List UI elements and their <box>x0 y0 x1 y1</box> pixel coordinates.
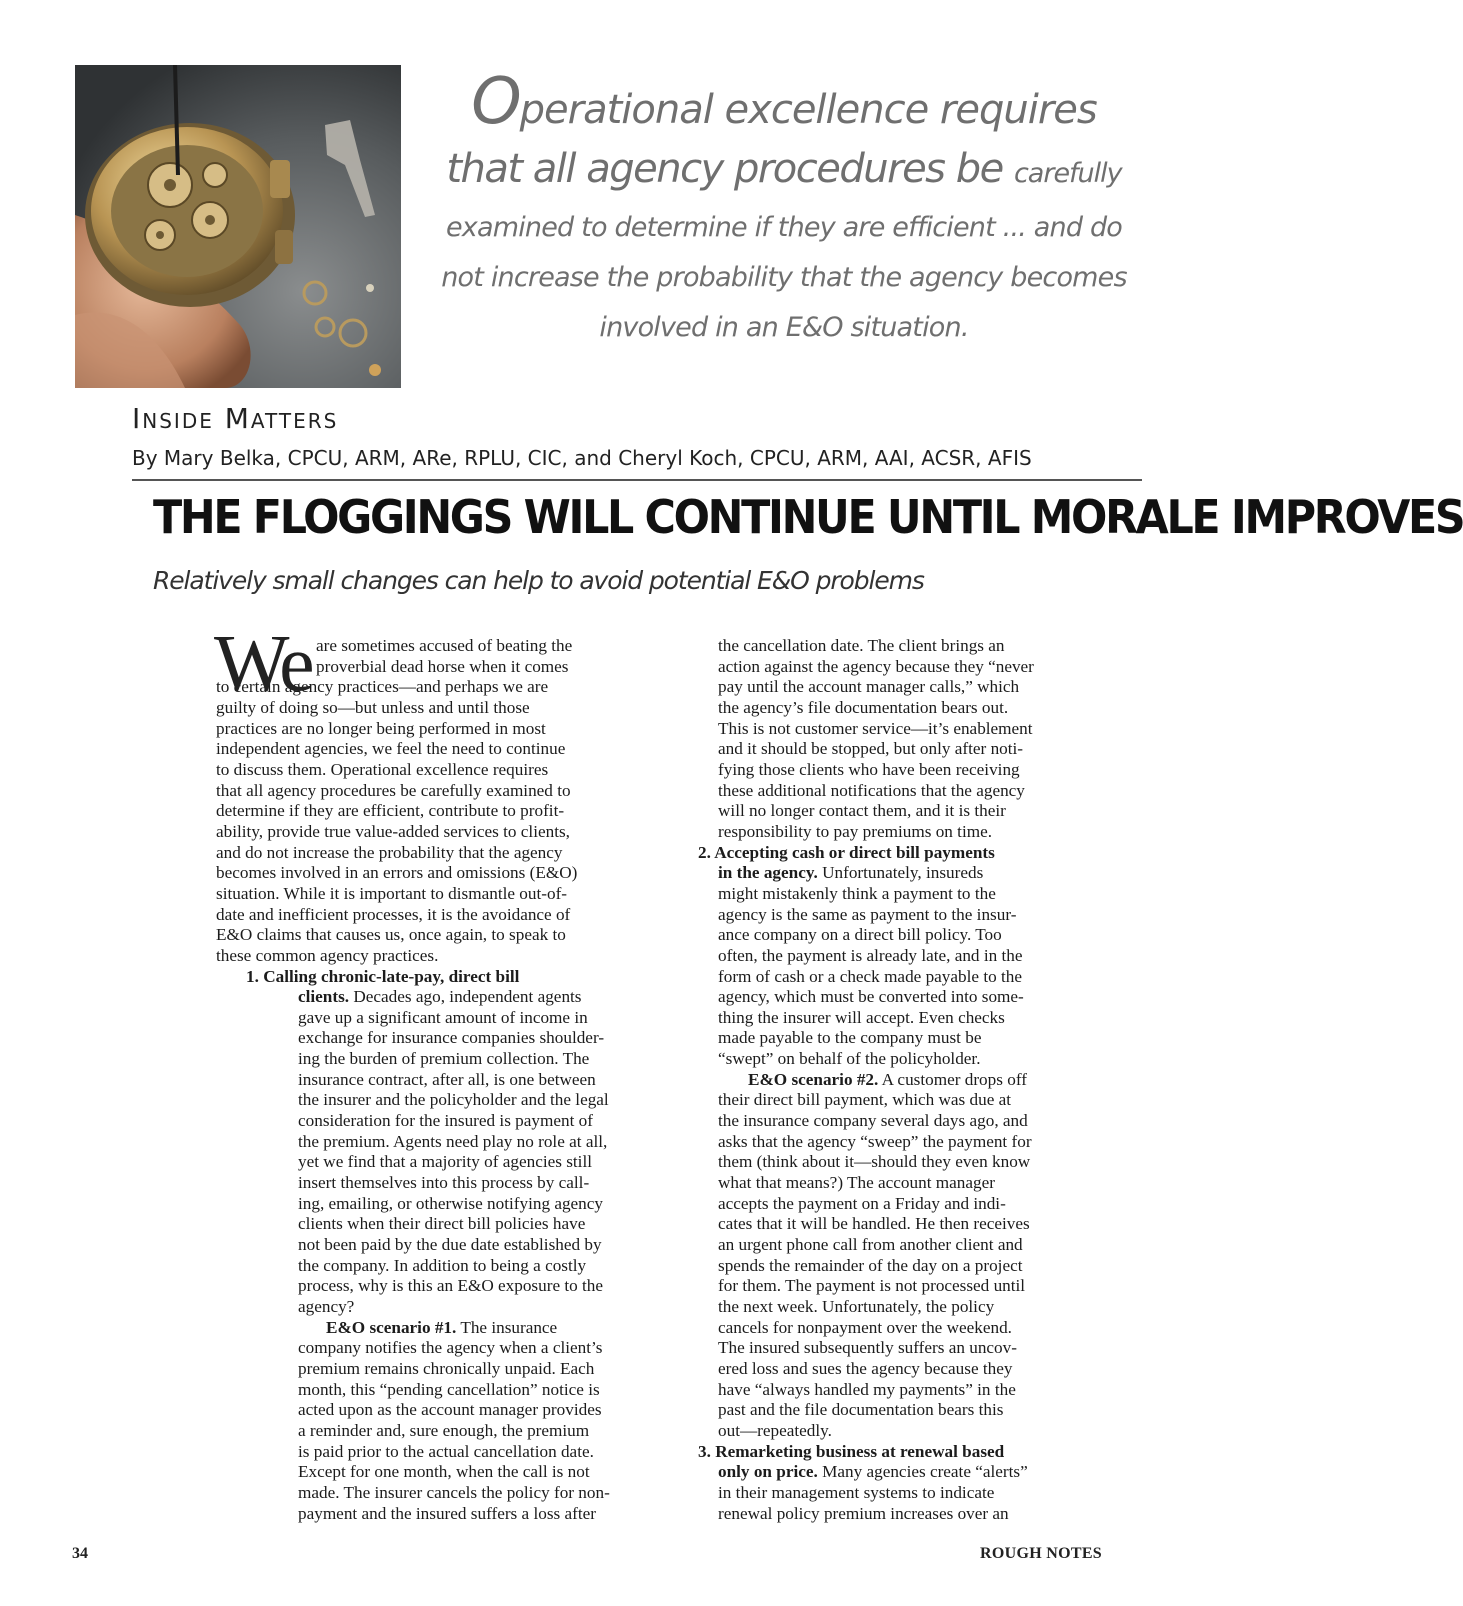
body-line: out—repeatedly. <box>718 1420 832 1440</box>
body-line: premium remains chronically unpaid. Each <box>298 1358 595 1378</box>
body-line: the insurance company several days ago, and <box>718 1111 1028 1131</box>
body-line: agency, which must be converted into some- <box>718 987 1024 1007</box>
body-line: past and the file documentation bears this <box>718 1400 1004 1420</box>
scenario-1-title: E&O scenario #1. <box>326 1317 457 1337</box>
body-line: situation. While it is important to dismantle out-of- <box>216 883 568 903</box>
body-line: is paid prior to the actual cancellation date. <box>298 1441 594 1461</box>
body-line: The insured subsequently suffers an uncov- <box>718 1338 1017 1358</box>
continued-lines <box>718 636 1138 843</box>
body-line: in their management systems to indicate <box>718 1482 995 1502</box>
body-line: to certain agency practices—and perhaps we are <box>216 677 549 697</box>
body-line: for them. The payment is not processed until <box>718 1276 1026 1296</box>
body-line: the next week. Unfortunately, the policy <box>718 1297 995 1316</box>
body-line: clients when their direct bill policies have <box>298 1214 586 1234</box>
body-line: are sometimes accused of beating the <box>316 636 573 655</box>
body-line: consideration for the insured is payment of <box>298 1111 593 1131</box>
list-item-2-first-line <box>718 863 1138 884</box>
body-line: the company. In addition to being a costly <box>298 1255 587 1275</box>
body-line: ance company on a direct bill policy. Too <box>718 925 1002 945</box>
scenario-2-first-text: A customer drops off <box>878 1069 1027 1089</box>
list-item-1-title-end: clients. <box>298 987 350 1007</box>
body-line: exchange for insurance companies shoulder- <box>298 1028 605 1048</box>
list-item-3-first-text: Many agencies create “alerts” <box>817 1462 1028 1482</box>
pull-quote-line-2-text: that all agency procedures be <box>446 146 1003 192</box>
body-line: practices are no longer being performed in most <box>216 718 546 738</box>
list-item-3-lines <box>718 1483 1138 1524</box>
body-line: ered loss and sues the agency because they <box>718 1358 1013 1378</box>
body-line: ing the burden of premium collection. The <box>298 1049 590 1069</box>
body-line: made. The insurer cancels the policy for non- <box>298 1482 610 1502</box>
body-line: agency? <box>298 1297 355 1316</box>
pull-quote-line-4: not increase the probability that the agency becomes <box>441 262 1127 293</box>
body-line: will no longer contact them, and it is their <box>718 801 1006 821</box>
column-name: Inside Matters <box>132 402 339 435</box>
body-line: an urgent phone call from another client and <box>718 1235 1023 1255</box>
body-line: insert themselves into this process by call- <box>298 1173 590 1193</box>
body-line: fying those clients who have been receiving <box>718 759 1020 779</box>
list-item-1-first-text: Decades ago, independent agents <box>349 987 582 1007</box>
pull-quote-line-2 <box>430 140 1138 203</box>
list-item-3 <box>698 1441 1138 1525</box>
body-line: independent agencies, we feel the need to continue <box>216 739 566 759</box>
body-line: process, why is this an E&O exposure to the <box>298 1276 604 1296</box>
pull-quote-line-3: examined to determine if they are efficient ... and do <box>445 212 1123 243</box>
list-item-2-title-end: in the agency. <box>718 863 818 883</box>
publication-name: ROUGH NOTES <box>980 1545 1102 1562</box>
pull-quote-line-1-text: perational excellence requires <box>519 87 1097 133</box>
body-line: “swept” on behalf of the policyholder. <box>718 1049 981 1069</box>
list-item-3-title-end: only on price. <box>718 1462 818 1482</box>
body-line: a reminder and, sure enough, the premium <box>298 1420 590 1440</box>
body-line: to discuss them. Operational excellence requires <box>216 759 549 779</box>
watch-repair-photo <box>75 65 401 388</box>
scenario-2-first-line <box>718 1070 1138 1091</box>
body-line: form of cash or a check made payable to the <box>718 966 1022 986</box>
scenario-1-first-text: The insurance <box>456 1317 558 1337</box>
list-item-1-lines <box>216 1008 666 1318</box>
list-item-3-first-line <box>718 1462 1138 1483</box>
pull-quote-line-1 <box>430 65 1138 140</box>
list-item-2 <box>698 842 1138 1070</box>
body-line: determine if they are efficient, contribute to profit- <box>216 801 565 821</box>
body-line: ing, emailing, or otherwise notifying agency <box>298 1193 604 1213</box>
body-line: pay until the account manager calls,” which <box>718 677 1020 697</box>
body-line: not been paid by the due date established by <box>298 1235 602 1255</box>
body-line: guilty of doing so—but unless and until those <box>216 697 530 717</box>
body-line: proverbial dead horse when it comes <box>316 656 569 676</box>
body-line: their direct bill payment, which was due at <box>718 1090 1012 1110</box>
list-item-1-title: 1. Calling chronic-late-pay, direct bill <box>246 966 520 986</box>
body-line: month, this “pending cancellation” notice is <box>298 1379 600 1399</box>
body-line: renewal policy premium increases over an <box>718 1503 1009 1523</box>
list-item-1-first-line <box>216 987 666 1008</box>
scenario-2-lines <box>718 1090 1138 1441</box>
body-line: and it should be stopped, but only after noti- <box>718 739 1024 759</box>
body-line: acted upon as the account manager provides <box>298 1400 602 1420</box>
body-line: insurance contract, after all, is one between <box>298 1069 596 1089</box>
deck: Relatively small changes can help to avoid potential E&O problems <box>153 566 924 595</box>
body-line: date and inefficient processes, it is the avoidance of <box>216 904 571 924</box>
body-line: company notifies the agency when a client’s <box>298 1338 603 1358</box>
body-line: agency is the same as payment to the insur- <box>718 904 1017 924</box>
body-line: Except for one month, when the call is not <box>298 1462 590 1482</box>
body-line: asks that the agency “sweep” the payment for <box>718 1131 1032 1151</box>
body-line: spends the remainder of the day on a project <box>718 1255 1023 1275</box>
body-line: might mistakenly think a payment to the <box>718 883 996 903</box>
pull-quote-initial: O <box>471 65 520 139</box>
body-line: the insurer and the policyholder and the legal <box>298 1090 609 1110</box>
body-line: often, the payment is already late, and in the <box>718 945 1023 965</box>
byline: By Mary Belka, CPCU, ARM, ARe, RPLU, CIC, and Cheryl Koch, CPCU, ARM, AAI, ACSR, AFIS <box>132 446 1032 470</box>
scenario-1-first-line <box>216 1318 666 1339</box>
body-line: the agency’s file documentation bears out. <box>718 697 1009 717</box>
body-line: responsibility to pay premiums on time. <box>718 821 993 841</box>
body-line: E&O claims that causes us, once again, to speak to <box>216 925 566 945</box>
body-line: yet we find that a majority of agencies still <box>298 1152 593 1172</box>
pull-quote <box>430 65 1138 353</box>
body-line: action against the agency because they “never <box>718 656 1034 676</box>
body-line: these common agency practices. <box>216 945 439 965</box>
body-line: cates that it will be handled. He then receives <box>718 1214 1030 1234</box>
body-column-right <box>698 636 1138 1524</box>
list-item-2-title: 2. Accepting cash or direct bill payments <box>698 842 995 862</box>
body-line: ability, provide true value-added services to clients, <box>216 821 570 841</box>
intro-paragraph <box>214 620 666 967</box>
scenario-2-title: E&O scenario #2. <box>748 1069 879 1089</box>
scenario-2 <box>718 1070 1138 1442</box>
scenario-1 <box>216 1318 666 1525</box>
pull-quote-line-5: involved in an E&O situation. <box>599 312 969 343</box>
intro-lines <box>216 677 666 966</box>
body-line: the premium. Agents need play no role at all, <box>298 1131 608 1151</box>
headline: THE FLOGGINGS WILL CONTINUE UNTIL MORALE IMPROVES <box>153 490 1463 544</box>
body-line: This is not customer service—it’s enablement <box>718 718 1033 738</box>
body-line: cancels for nonpayment over the weekend. <box>718 1317 1012 1337</box>
list-item-3-title: 3. Remarketing business at renewal based <box>698 1441 1005 1461</box>
body-line: and do not increase the probability that the agency <box>216 842 563 862</box>
drop-cap: We <box>214 620 311 708</box>
body-line: the cancellation date. The client brings an <box>718 636 1005 655</box>
body-line: have “always handled my payments” in the <box>718 1379 1016 1399</box>
body-line: that all agency procedures be carefully examined to <box>216 780 571 800</box>
body-line: becomes involved in an errors and omissions (E&O) <box>216 863 578 883</box>
body-line: these additional notifications that the agency <box>718 780 1025 800</box>
body-line: thing the insurer will accept. Even checks <box>718 1007 1005 1027</box>
pull-quote-line-2-small: carefully <box>1013 158 1122 189</box>
list-item-2-lines <box>718 884 1138 1070</box>
body-line: gave up a significant amount of income in <box>298 1007 588 1027</box>
list-item-1 <box>216 967 666 1318</box>
list-item-2-first-text: Unfortunately, insureds <box>817 863 984 883</box>
header-rule <box>132 479 1142 481</box>
scenario-1-lines <box>216 1338 666 1524</box>
body-line: what that means?) The account manager <box>718 1173 995 1193</box>
body-column-left <box>214 620 666 1524</box>
body-line: payment and the insured suffers a loss after <box>298 1503 596 1523</box>
body-line: them (think about it—should they even know <box>718 1152 1031 1172</box>
page-number: 34 <box>72 1545 88 1562</box>
body-line: accepts the payment on a Friday and indi- <box>718 1193 1006 1213</box>
body-line: made payable to the company must be <box>718 1028 982 1048</box>
